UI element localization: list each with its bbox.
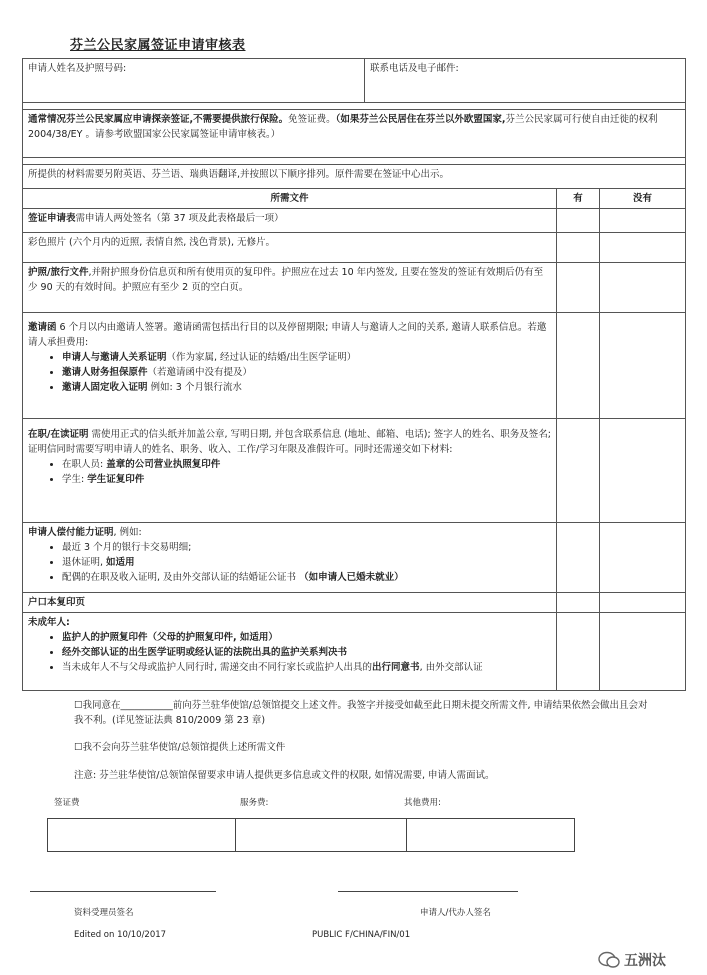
column-yes: 有 (557, 189, 600, 209)
checkbox-no[interactable] (600, 263, 686, 313)
row-label-text: , 例如: (113, 527, 142, 538)
other-fee-label: 其他费用: (404, 798, 441, 808)
visa-fee-label: 签证费 (54, 798, 80, 808)
applicant-signature-line[interactable] (338, 891, 518, 892)
officer-signature-label: 资料受理员签名 (74, 908, 134, 918)
column-no: 没有 (600, 189, 686, 209)
checkbox-no[interactable] (600, 419, 686, 523)
checkbox-yes[interactable] (557, 233, 600, 263)
disagree-statement[interactable]: ☐我不会向芬兰驻华使馆/总领馆提供上述所需文件 (74, 742, 286, 753)
list-item: • 邀请人财务担保原件（若邀请函中没有提及） (62, 365, 551, 380)
checkbox-yes[interactable] (557, 523, 600, 593)
checkbox-no[interactable] (600, 593, 686, 613)
row-label-bold: 签证申请表 (28, 213, 76, 224)
visa-fee-field[interactable] (48, 819, 236, 852)
list-item: • 学生: 学生证复印件 (62, 472, 551, 487)
list-item: • 申请人与邀请人关系证明（作为家属, 经过认证的结婚/出生医学证明） (62, 350, 551, 365)
intro-bold-1: 通常情况芬兰公民家属应申请探亲签证,不需要提供旅行保险。 (28, 114, 289, 125)
list-item: • 监护人的护照复印件（父母的护照复印件, 如适用） (62, 630, 551, 645)
list-item: • 最近 3 个月的银行卡交易明细; (62, 540, 551, 555)
row-application-form (23, 209, 557, 233)
edited-date: Edited on 10/10/2017 (74, 930, 167, 940)
service-fee-field[interactable] (236, 819, 407, 852)
checkbox-no[interactable] (600, 313, 686, 419)
checklist-table (22, 58, 686, 691)
row-label-bold: 邀请函 (28, 322, 57, 333)
applicant-name-cell[interactable] (23, 59, 365, 103)
row-solvency (23, 523, 557, 593)
other-fee-field[interactable] (407, 819, 575, 852)
row-photo (23, 233, 557, 263)
row-label-bold: 申请人偿付能力证明 (28, 527, 114, 538)
checkbox-yes[interactable] (557, 419, 600, 523)
row-household-register: 户口本复印页 (23, 593, 557, 613)
list-item: • 配偶的在职及收入证明, 及由外交部认证的结婚证公证书 （如申请人已婚未就业） (62, 570, 551, 585)
checkbox-no[interactable] (600, 209, 686, 233)
row-label-text: 彩色照片 (六个月内的近照, 表情自然, 浅色背景), 无修片。 (28, 237, 276, 248)
list-item: • 邀请人固定收入证明 例如: 3 个月银行流水 (62, 380, 551, 395)
checkbox-no[interactable] (600, 233, 686, 263)
applicant-contact-label: 联系电话及电子邮件: (370, 63, 459, 74)
row-label-text: 需使用正式的信头纸并加盖公章, 写明日期, 并包含联系信息 (地址、邮箱、电话); 签字人的姓名、职务及签名; 证明信同时需要写明申请人的姓名、职务、收入、工作/学习年限及准假许可。同时还需递交如下材料: (28, 429, 551, 455)
row-passport (23, 263, 557, 313)
form-title: 芬兰公民家属签证申请审核表 (70, 38, 246, 53)
row-label-text: 6 个月以内由邀请人签署。邀请函需包括出行目的以及停留期限; 申请人与邀请人之间的关系, 邀请人联系信息。若邀请人承担费用: (28, 322, 547, 348)
notice-text: 注意: 芬兰驻华使馆/总领馆保留要求申请人提供更多信息或文件的权限, 如情况需要, 申请人需面试。 (74, 770, 495, 781)
checkbox-yes[interactable] (557, 313, 600, 419)
checkbox-no[interactable] (600, 523, 686, 593)
row-label-text: ,并附护照身份信息页和所有使用页的复印件。护照应在过去 10 年内签发, 且要在签发的签证有效期后仍有至少 90 天的有效时间。护照应有至少 2 页的空白页。 (28, 267, 544, 293)
chat-bubble-icon (598, 951, 620, 969)
row-employment (23, 419, 557, 523)
applicant-contact-cell[interactable] (365, 59, 686, 103)
instructions: 所提供的材料需要另附英语、芬兰语、瑞典语翻译,并按照以下顺序排列。原件需要在签证中心出示。 (23, 165, 686, 189)
list-item: • 经外交部认证的出生医学证明或经认证的法院出具的监护关系判决书 (62, 645, 551, 660)
intro-text-1: 免签证费。 (288, 114, 336, 125)
checkbox-yes[interactable] (557, 209, 600, 233)
intro-text-2: 芬兰公民家属可行使自由迁徙的权利 2004/38/EY 。请参考欧盟国家公民家属签证申请审核表。） (28, 114, 658, 140)
watermark (598, 950, 666, 970)
checkbox-yes[interactable] (557, 613, 600, 691)
checkbox-yes[interactable] (557, 593, 600, 613)
checkbox-no[interactable] (600, 613, 686, 691)
row-minors (23, 613, 557, 691)
agree-statement[interactable]: ☐我同意在___________前向芬兰驻华使馆/总领馆提交上述文件。我签字并接受如截至此日期未提交所需文件, 申请结果依然会做出且会对我不利。(详见签证法典 810/2009 第 23 章) (74, 700, 648, 726)
applicant-name-label: 申请人姓名及护照号码: (28, 63, 127, 74)
watermark-text: 五洲汰 (624, 953, 666, 969)
service-fee-label: 服务费: (240, 798, 269, 808)
officer-signature-line[interactable] (30, 891, 216, 892)
applicant-signature-label: 申请人/代办人签名 (420, 908, 491, 918)
row-invitation (23, 313, 557, 419)
form-code: PUBLIC F/CHINA/FIN/01 (312, 930, 411, 940)
row-label-bold: 未成年人: (28, 617, 70, 628)
row-label-bold: 护照/旅行文件 (28, 267, 89, 278)
list-item: • 在职人员: 盖章的公司营业执照复印件 (62, 457, 551, 472)
list-item: • 当未成年人不与父母或监护人同行时, 需递交由不同行家长或监护人出具的出行同意书, 由外交部认证 (62, 660, 551, 675)
list-item: • 退休证明, 如适用 (62, 555, 551, 570)
row-label-bold: 在职/在读证明 (28, 429, 89, 440)
column-docs: 所需文件 (23, 189, 557, 209)
fee-table (47, 818, 575, 852)
intro-bold-2: （如果芬兰公民居住在芬兰以外欧盟国家, (335, 114, 506, 125)
intro-cell (23, 110, 686, 158)
checkbox-yes[interactable] (557, 263, 600, 313)
row-label-text: 需申请人两处签名（第 37 项及此表格最后一项） (75, 213, 284, 224)
